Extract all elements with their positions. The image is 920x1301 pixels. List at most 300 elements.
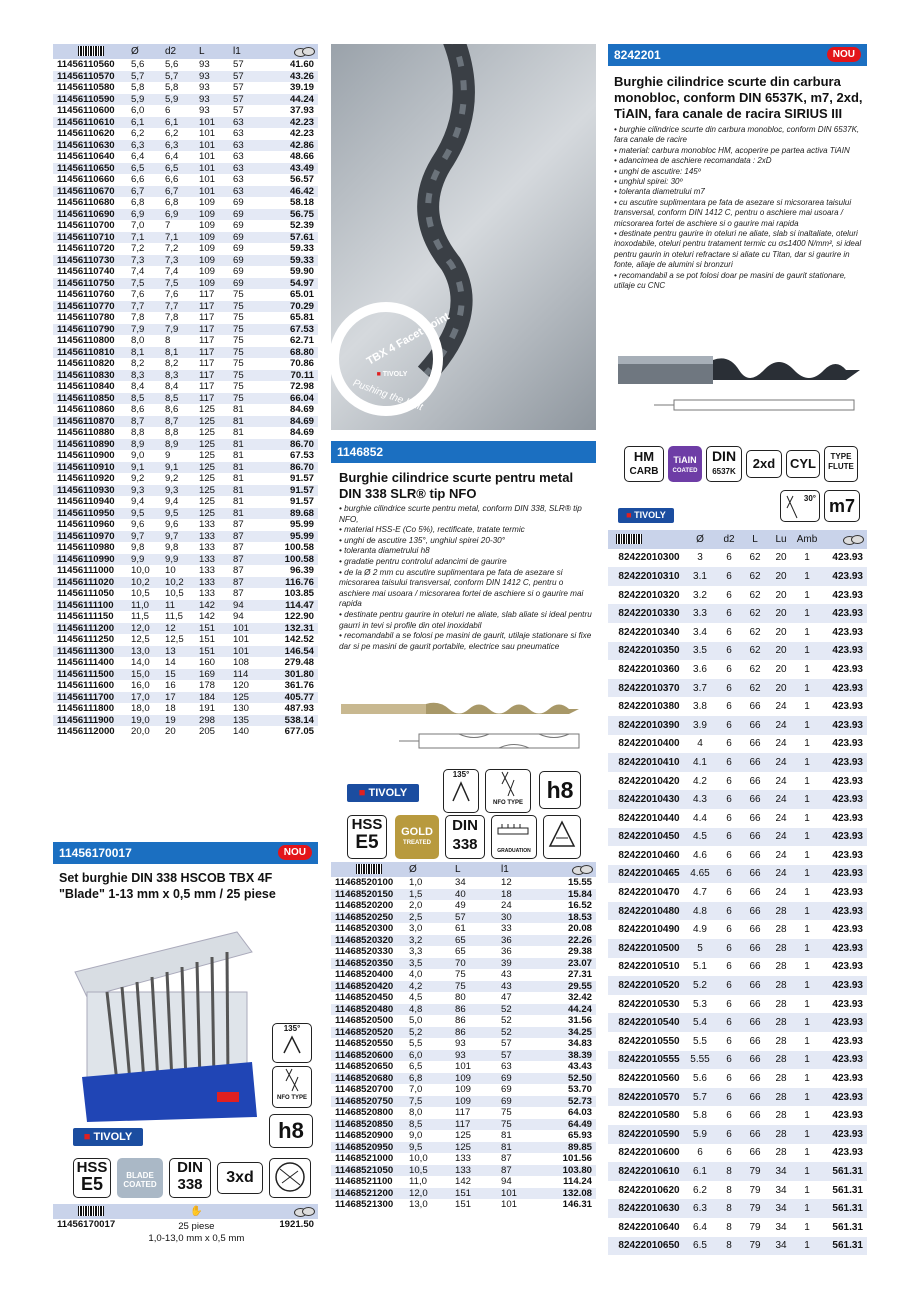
spec-value: 6 (726, 589, 732, 601)
spec-value: 184 (199, 691, 216, 703)
spec-value: 133 (199, 542, 216, 553)
price: 59.33 (289, 243, 314, 254)
spec-value: 298 (199, 714, 216, 726)
tivoly-logo-small: ■ TIVOLY (376, 371, 408, 378)
spec-value: 6 (726, 682, 732, 694)
spec-value: 94 (233, 599, 244, 611)
col-diameter: Ø (407, 862, 453, 877)
spec-value: 133 (455, 1153, 472, 1164)
set-row-desc: 25 piese 1,0-13,0 mm x 0,5 mm (148, 1221, 245, 1244)
product-code: 11456110660 (57, 174, 115, 185)
table-row (53, 174, 318, 186)
product-code: 82422010570 (618, 1091, 680, 1103)
product-code: 11456110650 (57, 162, 115, 174)
spec-value: 4,0 (409, 969, 423, 980)
spec-value: 3.9 (693, 719, 707, 731)
spec-value: 7,7 (165, 300, 179, 312)
spec-value: 4.6 (693, 849, 707, 861)
product-code: 11468520320 (335, 934, 394, 946)
spec-value: 151 (199, 645, 216, 657)
spec-value: 39 (501, 957, 512, 969)
product-code: 11456111600 (57, 680, 115, 691)
spec-value: 6 (726, 831, 732, 843)
table-row (53, 600, 318, 612)
spec-value: 34 (775, 1165, 787, 1177)
table-row (331, 992, 596, 1004)
spec-value: 11,5 (165, 611, 183, 622)
spec-value: 6,6 (165, 174, 179, 185)
mid-code: 1146852 (337, 445, 384, 459)
spec-value: 7,0 (409, 1084, 423, 1095)
spec-value: 6,3 (131, 139, 145, 151)
spec-value: 63 (233, 116, 244, 128)
product-code: 11456110630 (57, 139, 115, 151)
bullet-item: • de la Ø 2 mm cu ascutire suplimentara pe fata de asezare si micsorarea taisului transversal, conform DIN 1412 C, pentru o aschiere mai usoara / micsorarea fortei de aschiere si o gaurire mai rapida (339, 567, 584, 609)
product-code: 82422010390 (618, 719, 680, 731)
product-code: 82422010610 (618, 1165, 680, 1177)
spec-value: 7,5 (165, 277, 179, 289)
product-code: 11456110860 (57, 404, 115, 415)
spec-value: 7,8 (165, 312, 179, 323)
product-code: 11456111250 (57, 634, 115, 645)
spec-value: 6 (726, 719, 732, 731)
spec-value: 6 (165, 105, 171, 116)
spec-value: 24 (775, 701, 787, 713)
table-row (53, 347, 318, 359)
spec-value: 8 (165, 335, 171, 346)
spec-value: 6.5 (693, 1240, 707, 1252)
set-table (53, 1204, 318, 1245)
price: 423.93 (832, 1128, 863, 1140)
spec-value: 69 (501, 1095, 512, 1107)
product-code: 11456110710 (57, 231, 115, 243)
spec-value: 7,3 (131, 254, 145, 266)
spec-value: 101 (199, 139, 216, 151)
spec-value: 3.1 (693, 570, 707, 582)
product-code: 11456110990 (57, 553, 115, 565)
product-code: 82422010300 (618, 552, 680, 564)
spec-value: 8,0 (409, 1107, 423, 1118)
spec-value: 13 (165, 645, 176, 657)
price: 423.93 (832, 794, 863, 806)
product-code: 11456110730 (57, 254, 115, 266)
spec-value: 10,2 (165, 576, 184, 588)
spec-value: 10,0 (131, 565, 150, 576)
spec-value: 20 (775, 645, 787, 657)
spec-value: 3.4 (693, 626, 707, 638)
product-code: 82422010465 (618, 868, 680, 880)
spec-value: 66 (749, 794, 761, 806)
price: 37.93 (289, 105, 314, 116)
spec-value: 1 (804, 570, 810, 582)
spec-value: 4.3 (693, 794, 707, 806)
product-code: 82422010310 (618, 570, 680, 582)
right-code: 8242201 (614, 48, 661, 62)
spec-value: 117 (199, 312, 215, 323)
spec-value: 57 (501, 1049, 512, 1061)
spec-value: 81 (233, 496, 244, 507)
spec-value: 1 (804, 626, 810, 638)
price: 423.93 (832, 831, 863, 843)
price: 103.85 (284, 588, 314, 599)
table-row (331, 1073, 596, 1085)
spec-value: 10,5 (165, 588, 184, 599)
price: 423.93 (832, 682, 863, 694)
spec-value: 1 (804, 645, 810, 657)
price: 423.93 (832, 719, 863, 731)
spec-value: 57 (233, 70, 244, 82)
product-code: 11468520950 (335, 1141, 394, 1153)
spec-value: 62 (749, 645, 761, 657)
spec-value: 4.7 (693, 887, 707, 899)
price: 561.31 (832, 1240, 863, 1252)
price: 423.93 (832, 961, 863, 973)
spec-value: 15,0 (131, 668, 150, 680)
spec-value: 66 (749, 1035, 761, 1047)
tbx-drill-hero-image (331, 44, 596, 430)
spec-value: 93 (455, 1049, 466, 1061)
price: 423.93 (832, 868, 863, 880)
spec-value: 28 (775, 1017, 787, 1029)
spec-value: 66 (749, 1110, 761, 1122)
spec-value: 4.2 (693, 775, 707, 787)
price: 52.50 (567, 1072, 592, 1084)
spec-value: 4 (697, 738, 703, 750)
spec-value: 133 (199, 553, 216, 565)
mid-code-bar (331, 441, 596, 463)
hm-carb-badge: HM CARB (624, 446, 664, 482)
price-icon (294, 1207, 314, 1215)
drill-table-2 (331, 862, 596, 1211)
spec-value: 108 (233, 657, 250, 668)
spec-value: 20 (775, 552, 787, 564)
spec-value: 81 (233, 427, 244, 438)
spec-value: 28 (775, 998, 787, 1010)
spec-value: 151 (199, 622, 216, 634)
2xd-badge: 2xd (746, 450, 782, 478)
price: 101.56 (562, 1153, 592, 1164)
price: 18.53 (567, 911, 592, 923)
price: 538.14 (284, 714, 314, 726)
mid-bullet-list (339, 504, 594, 652)
table-row (53, 588, 318, 600)
product-code: 11468520900 (335, 1130, 394, 1141)
price: 423.93 (832, 626, 863, 638)
spec-value: 43 (501, 980, 512, 992)
spec-value: 69 (233, 254, 244, 266)
spec-value: 10,5 (409, 1164, 428, 1176)
spec-value: 8,1 (165, 346, 179, 358)
price: 48.66 (289, 151, 314, 162)
product-code: 82422010600 (618, 1147, 680, 1159)
price: 70.11 (290, 369, 314, 381)
table-row (331, 1038, 596, 1050)
spec-value: 52 (501, 1003, 512, 1015)
spec-value: 6.2 (693, 1184, 707, 1196)
spec-value: 28 (775, 961, 787, 973)
set-code-bar (53, 842, 318, 864)
product-code: 11456111000 (57, 565, 115, 576)
product-code: 82422010470 (618, 887, 680, 899)
table-row (331, 1050, 596, 1062)
spec-value: 6 (726, 1035, 732, 1047)
spec-value: 133 (199, 530, 216, 542)
spec-value: 9,0 (409, 1130, 423, 1141)
spec-value: 6,3 (165, 139, 179, 151)
spec-value: 6 (726, 756, 732, 768)
table-row (331, 1061, 596, 1073)
spec-value: 125 (233, 691, 250, 703)
spec-value: 11,5 (131, 611, 149, 622)
price: 89.68 (289, 507, 314, 519)
table-row (608, 604, 867, 623)
spec-value: 49 (455, 900, 466, 911)
table-row (331, 912, 596, 924)
table-row (53, 726, 318, 738)
price: 70.86 (289, 358, 314, 369)
spec-value: 3.7 (693, 682, 707, 694)
price: 423.93 (832, 738, 863, 750)
product-code: 11468520520 (335, 1026, 394, 1038)
new-badge: NOU (278, 845, 312, 860)
spec-value: 28 (775, 1035, 787, 1047)
table-row (53, 519, 318, 531)
spec-value: 75 (233, 358, 244, 369)
spec-value: 6 (726, 1017, 732, 1029)
product-code: 11456110620 (57, 128, 115, 139)
spec-value: 8 (726, 1240, 732, 1252)
spec-value: 3,2 (409, 934, 423, 946)
spec-value: 9,7 (165, 530, 179, 542)
product-code: 82422010420 (618, 775, 680, 787)
spec-value: 8,9 (131, 438, 145, 450)
spec-value: 5.4 (693, 1017, 707, 1029)
spec-value: 5,7 (131, 70, 145, 82)
spec-value: 69 (233, 266, 244, 277)
spec-value: 109 (455, 1095, 472, 1107)
price: 423.93 (832, 998, 863, 1010)
spec-value: 3.8 (693, 701, 707, 713)
barcode-icon (356, 864, 382, 874)
product-code: 82422010540 (618, 1017, 680, 1029)
spec-value: 117 (199, 381, 215, 392)
spec-value: 1 (804, 1203, 810, 1215)
spec-value: 6 (726, 868, 732, 880)
spec-value: 81 (233, 438, 244, 450)
spec-value: 62 (749, 608, 761, 620)
table-row (53, 197, 318, 209)
table-row (53, 554, 318, 566)
spec-value: 20 (775, 682, 787, 694)
spec-value: 87 (233, 519, 244, 530)
price: 95.99 (289, 519, 314, 530)
spec-value: 1 (804, 868, 810, 880)
spec-value: 81 (233, 450, 244, 461)
price: 423.93 (832, 1091, 863, 1103)
spec-value: 3.6 (693, 663, 707, 675)
spec-value: 33 (501, 923, 512, 934)
spec-value: 10,5 (131, 588, 150, 599)
spec-value: 109 (199, 266, 216, 277)
price: 114.24 (563, 1176, 592, 1187)
spec-value: 69 (233, 208, 244, 220)
col-lu: Lu (768, 530, 794, 549)
price: 86.70 (289, 461, 314, 473)
spec-value: 6,7 (165, 185, 179, 197)
table-row (53, 324, 318, 336)
table-row (608, 1199, 867, 1218)
table-row (53, 278, 318, 290)
table-row (608, 1218, 867, 1237)
spec-value: 6 (726, 961, 732, 973)
spec-value: 6 (726, 552, 732, 564)
spec-value: 34 (455, 877, 466, 888)
table-row (53, 404, 318, 416)
table-row (53, 577, 318, 589)
din-338-badge: DIN 338 (169, 1158, 211, 1198)
spec-value: 8,6 (131, 404, 145, 415)
spec-value: 1 (804, 589, 810, 601)
spec-value: 8,5 (131, 392, 145, 404)
spec-value: 1 (804, 775, 810, 787)
spec-value: 24 (775, 756, 787, 768)
table-row (608, 883, 867, 902)
spec-value: 9,9 (165, 553, 179, 565)
product-code: 82422010330 (618, 608, 680, 620)
spec-value: 1 (804, 1110, 810, 1122)
spec-value: 160 (199, 657, 216, 668)
spec-value: 1 (804, 1240, 810, 1252)
price: 100.58 (284, 553, 314, 565)
spec-value: 81 (233, 507, 244, 519)
price: 423.93 (832, 812, 863, 824)
product-code: 11456110600 (57, 105, 115, 116)
spec-value: 7,5 (131, 277, 145, 289)
spec-value: 5,6 (165, 59, 179, 70)
product-code: 11468520680 (335, 1072, 394, 1084)
spec-value: 75 (501, 1118, 512, 1130)
spec-value: 6,7 (131, 185, 145, 197)
product-code: 11456110820 (57, 358, 115, 369)
spec-value: 66 (749, 942, 761, 954)
spec-value: 6 (726, 1054, 732, 1066)
table-row (53, 220, 318, 232)
price: 91.57 (289, 484, 314, 496)
spec-value: 75 (501, 1107, 512, 1118)
spec-value: 125 (199, 507, 216, 519)
spec-value: 9,2 (165, 473, 179, 484)
product-code: 11456110800 (57, 335, 115, 346)
spec-value: 24 (775, 831, 787, 843)
spec-value: 66 (749, 887, 761, 899)
table-row (331, 1004, 596, 1016)
spec-value: 66 (749, 1128, 761, 1140)
spec-value: 10 (165, 565, 176, 576)
spec-value: 66 (749, 1091, 761, 1103)
price: 95.99 (289, 530, 314, 542)
angle-135-badge: 135° (272, 1023, 312, 1063)
product-code: 82422010510 (618, 961, 680, 973)
spec-value: 66 (749, 1054, 761, 1066)
price: 423.93 (832, 849, 863, 861)
spec-value: 86 (455, 1026, 466, 1038)
table-row (608, 828, 867, 847)
spec-value: 81 (501, 1141, 512, 1153)
product-code: 82422010490 (618, 924, 680, 936)
spec-value: 57 (233, 82, 244, 93)
product-code: 11456110940 (57, 496, 115, 507)
product-code: 11468520200 (335, 900, 394, 911)
spec-value: 6,8 (165, 197, 179, 208)
price: 91.57 (289, 496, 314, 507)
spec-value: 7,9 (165, 323, 179, 335)
drill-set-case-image (67, 912, 267, 1122)
spec-value: 79 (749, 1165, 761, 1177)
table-row (331, 900, 596, 912)
product-code: 82422010550 (618, 1035, 680, 1047)
spec-value: 117 (199, 289, 215, 300)
spec-value: 8,0 (131, 335, 145, 346)
spec-value: 6,0 (131, 105, 145, 116)
spec-value: 4.4 (693, 812, 707, 824)
col-length: L (197, 44, 231, 59)
drill-tip-icon (449, 779, 473, 805)
table-row (53, 370, 318, 382)
h8-badge: h8 (539, 771, 581, 809)
table-row (608, 642, 867, 661)
product-code: 11456110580 (57, 82, 115, 93)
price: 43.26 (289, 70, 314, 82)
product-code: 82422010480 (618, 905, 680, 917)
table-row (608, 846, 867, 865)
spec-value: 24 (775, 812, 787, 824)
spec-value: 5,8 (165, 82, 179, 93)
set-section (53, 842, 318, 1245)
spec-value: 24 (775, 887, 787, 899)
table-row (53, 243, 318, 255)
spec-value: 63 (233, 162, 244, 174)
spec-value: 93 (199, 59, 210, 70)
price: 423.93 (832, 645, 863, 657)
spec-value: 28 (775, 905, 787, 917)
spec-value: 24 (775, 738, 787, 750)
spec-value: 5.1 (693, 961, 707, 973)
col-length: L (453, 862, 499, 877)
spec-value: 9,8 (165, 542, 179, 553)
spec-value: 63 (233, 128, 244, 139)
right-code-bar (608, 44, 867, 66)
spec-value: 7,7 (131, 300, 145, 312)
price-icon (572, 865, 592, 873)
spec-value: 191 (199, 703, 216, 714)
spec-value: 3 (697, 552, 703, 564)
spec-value: 12,0 (409, 1187, 428, 1199)
table-row (53, 59, 318, 71)
price-icon (294, 47, 314, 55)
spec-value: 69 (233, 277, 244, 289)
spec-value: 7,6 (165, 289, 179, 300)
product-code: 11456110690 (57, 208, 115, 220)
spec-value: 6 (726, 738, 732, 750)
spec-value: 24 (775, 719, 787, 731)
price: 561.31 (832, 1184, 863, 1196)
price: 100.58 (284, 542, 314, 553)
product-code: 82422010450 (618, 831, 680, 843)
product-code: 82422010360 (618, 663, 680, 675)
price: 46.42 (289, 185, 314, 197)
spec-value: 75 (233, 346, 244, 358)
spec-value: 8,8 (165, 427, 179, 438)
